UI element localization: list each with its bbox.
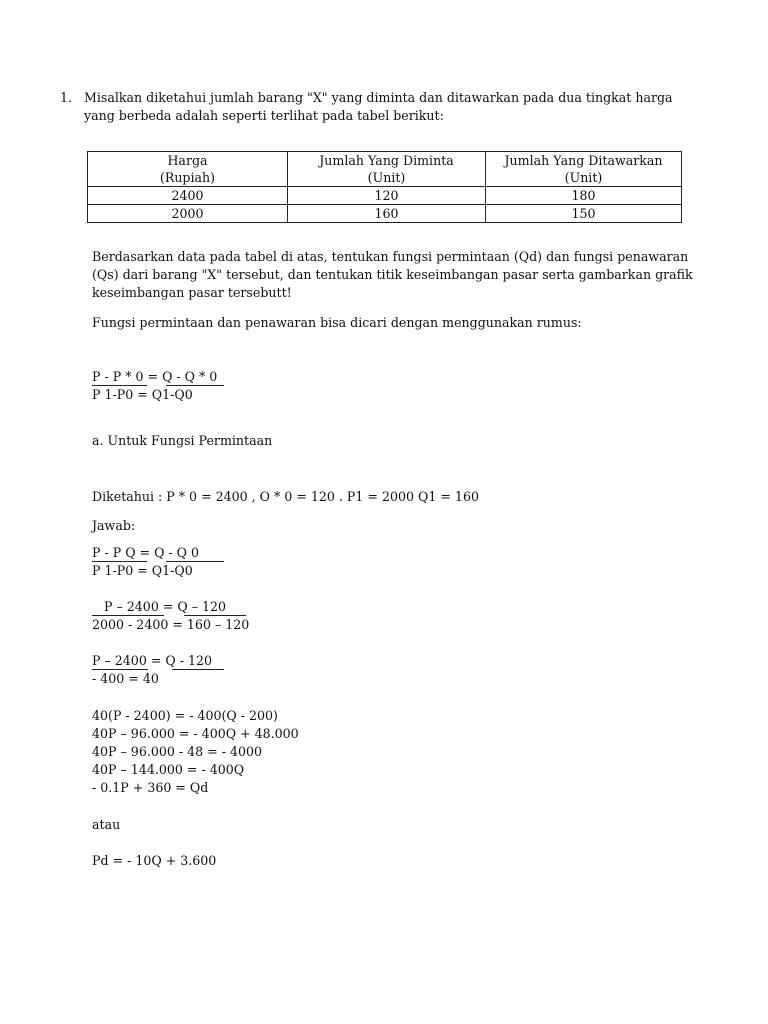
step1-numerator: P - P Q = Q - Q 0 bbox=[92, 545, 200, 560]
formula-numerator: P - P * 0 = Q - Q * 0 bbox=[92, 369, 218, 384]
task-line-1: Berdasarkan data pada tabel di atas, tentukan fungsi permintaan (Qd) dan fungsi penawaran bbox=[92, 249, 689, 264]
table-cell: 180 bbox=[486, 187, 682, 205]
derivation-line: 40P – 96.000 - 48 = - 4000 bbox=[92, 744, 263, 759]
table-cell: 160 bbox=[288, 205, 486, 223]
data-table bbox=[87, 151, 682, 223]
header-harga-unit: (Rupiah) bbox=[159, 170, 216, 185]
table-header-row bbox=[88, 152, 682, 187]
header-ditawarkan: Jumlah Yang Ditawarkan bbox=[504, 153, 663, 168]
intro-text: Fungsi permintaan dan penawaran bisa dicari dengan menggunakan rumus: bbox=[92, 315, 582, 330]
derivation-line: 40P – 96.000 = - 400Q + 48.000 bbox=[92, 726, 299, 741]
header-ditawarkan-unit: (Unit) bbox=[564, 170, 603, 185]
table-header-cell bbox=[288, 152, 486, 187]
table-cell: 2000 bbox=[88, 205, 288, 223]
header-diminta: Jumlah Yang Diminta bbox=[319, 153, 454, 168]
final-equation: Pd = - 10Q + 3.600 bbox=[92, 853, 217, 868]
derivation-line: 40P – 144.000 = - 400Q bbox=[92, 762, 245, 777]
table-row bbox=[88, 205, 682, 223]
task-line-3: keseimbangan pasar tersebutt! bbox=[92, 285, 292, 300]
fraction-bar bbox=[172, 669, 224, 670]
atau-label: atau bbox=[92, 817, 121, 832]
jawab-label: Jawab: bbox=[92, 518, 136, 533]
step3-numerator: P – 2400 = Q - 120 bbox=[92, 653, 213, 668]
formula-denominator: P 1-P0 = Q1-Q0 bbox=[92, 387, 193, 402]
header-diminta-unit: (Unit) bbox=[367, 170, 406, 185]
step1-denominator: P 1-P0 = Q1-Q0 bbox=[92, 563, 193, 578]
step2-denominator: 2000 - 2400 = 160 – 120 bbox=[92, 617, 250, 632]
question-number: 1. bbox=[60, 90, 73, 105]
step3-denominator: - 400 = 40 bbox=[92, 671, 159, 686]
diketahui-line: Diketahui : P * 0 = 2400 , O * 0 = 120 . P1 = 2000 Q1 = 160 bbox=[92, 489, 479, 504]
table-header-cell bbox=[486, 152, 682, 187]
table-row bbox=[88, 187, 682, 205]
table-header-cell bbox=[88, 152, 288, 187]
table-cell: 2400 bbox=[88, 187, 288, 205]
task-line-2: (Qs) dari barang "X" tersebut, dan tentukan titik keseimbangan pasar serta gambarkan grafik bbox=[92, 267, 693, 282]
header-harga: Harga bbox=[167, 153, 208, 168]
question-text-line-1: Misalkan diketahui jumlah barang "X" yang diminta dan ditawarkan pada dua tingkat harga bbox=[84, 90, 673, 105]
table-cell: 150 bbox=[486, 205, 682, 223]
section-a-heading: a. Untuk Fungsi Permintaan bbox=[92, 433, 273, 448]
derivation-line: - 0.1P + 360 = Qd bbox=[92, 780, 209, 795]
question-text-line-2: yang berbeda adalah seperti terlihat pada tabel berikut: bbox=[84, 108, 444, 123]
table-cell: 120 bbox=[288, 187, 486, 205]
step2-numerator: P – 2400 = Q – 120 bbox=[104, 599, 227, 614]
derivation-line: 40(P - 2400) = - 400(Q - 200) bbox=[92, 708, 278, 723]
